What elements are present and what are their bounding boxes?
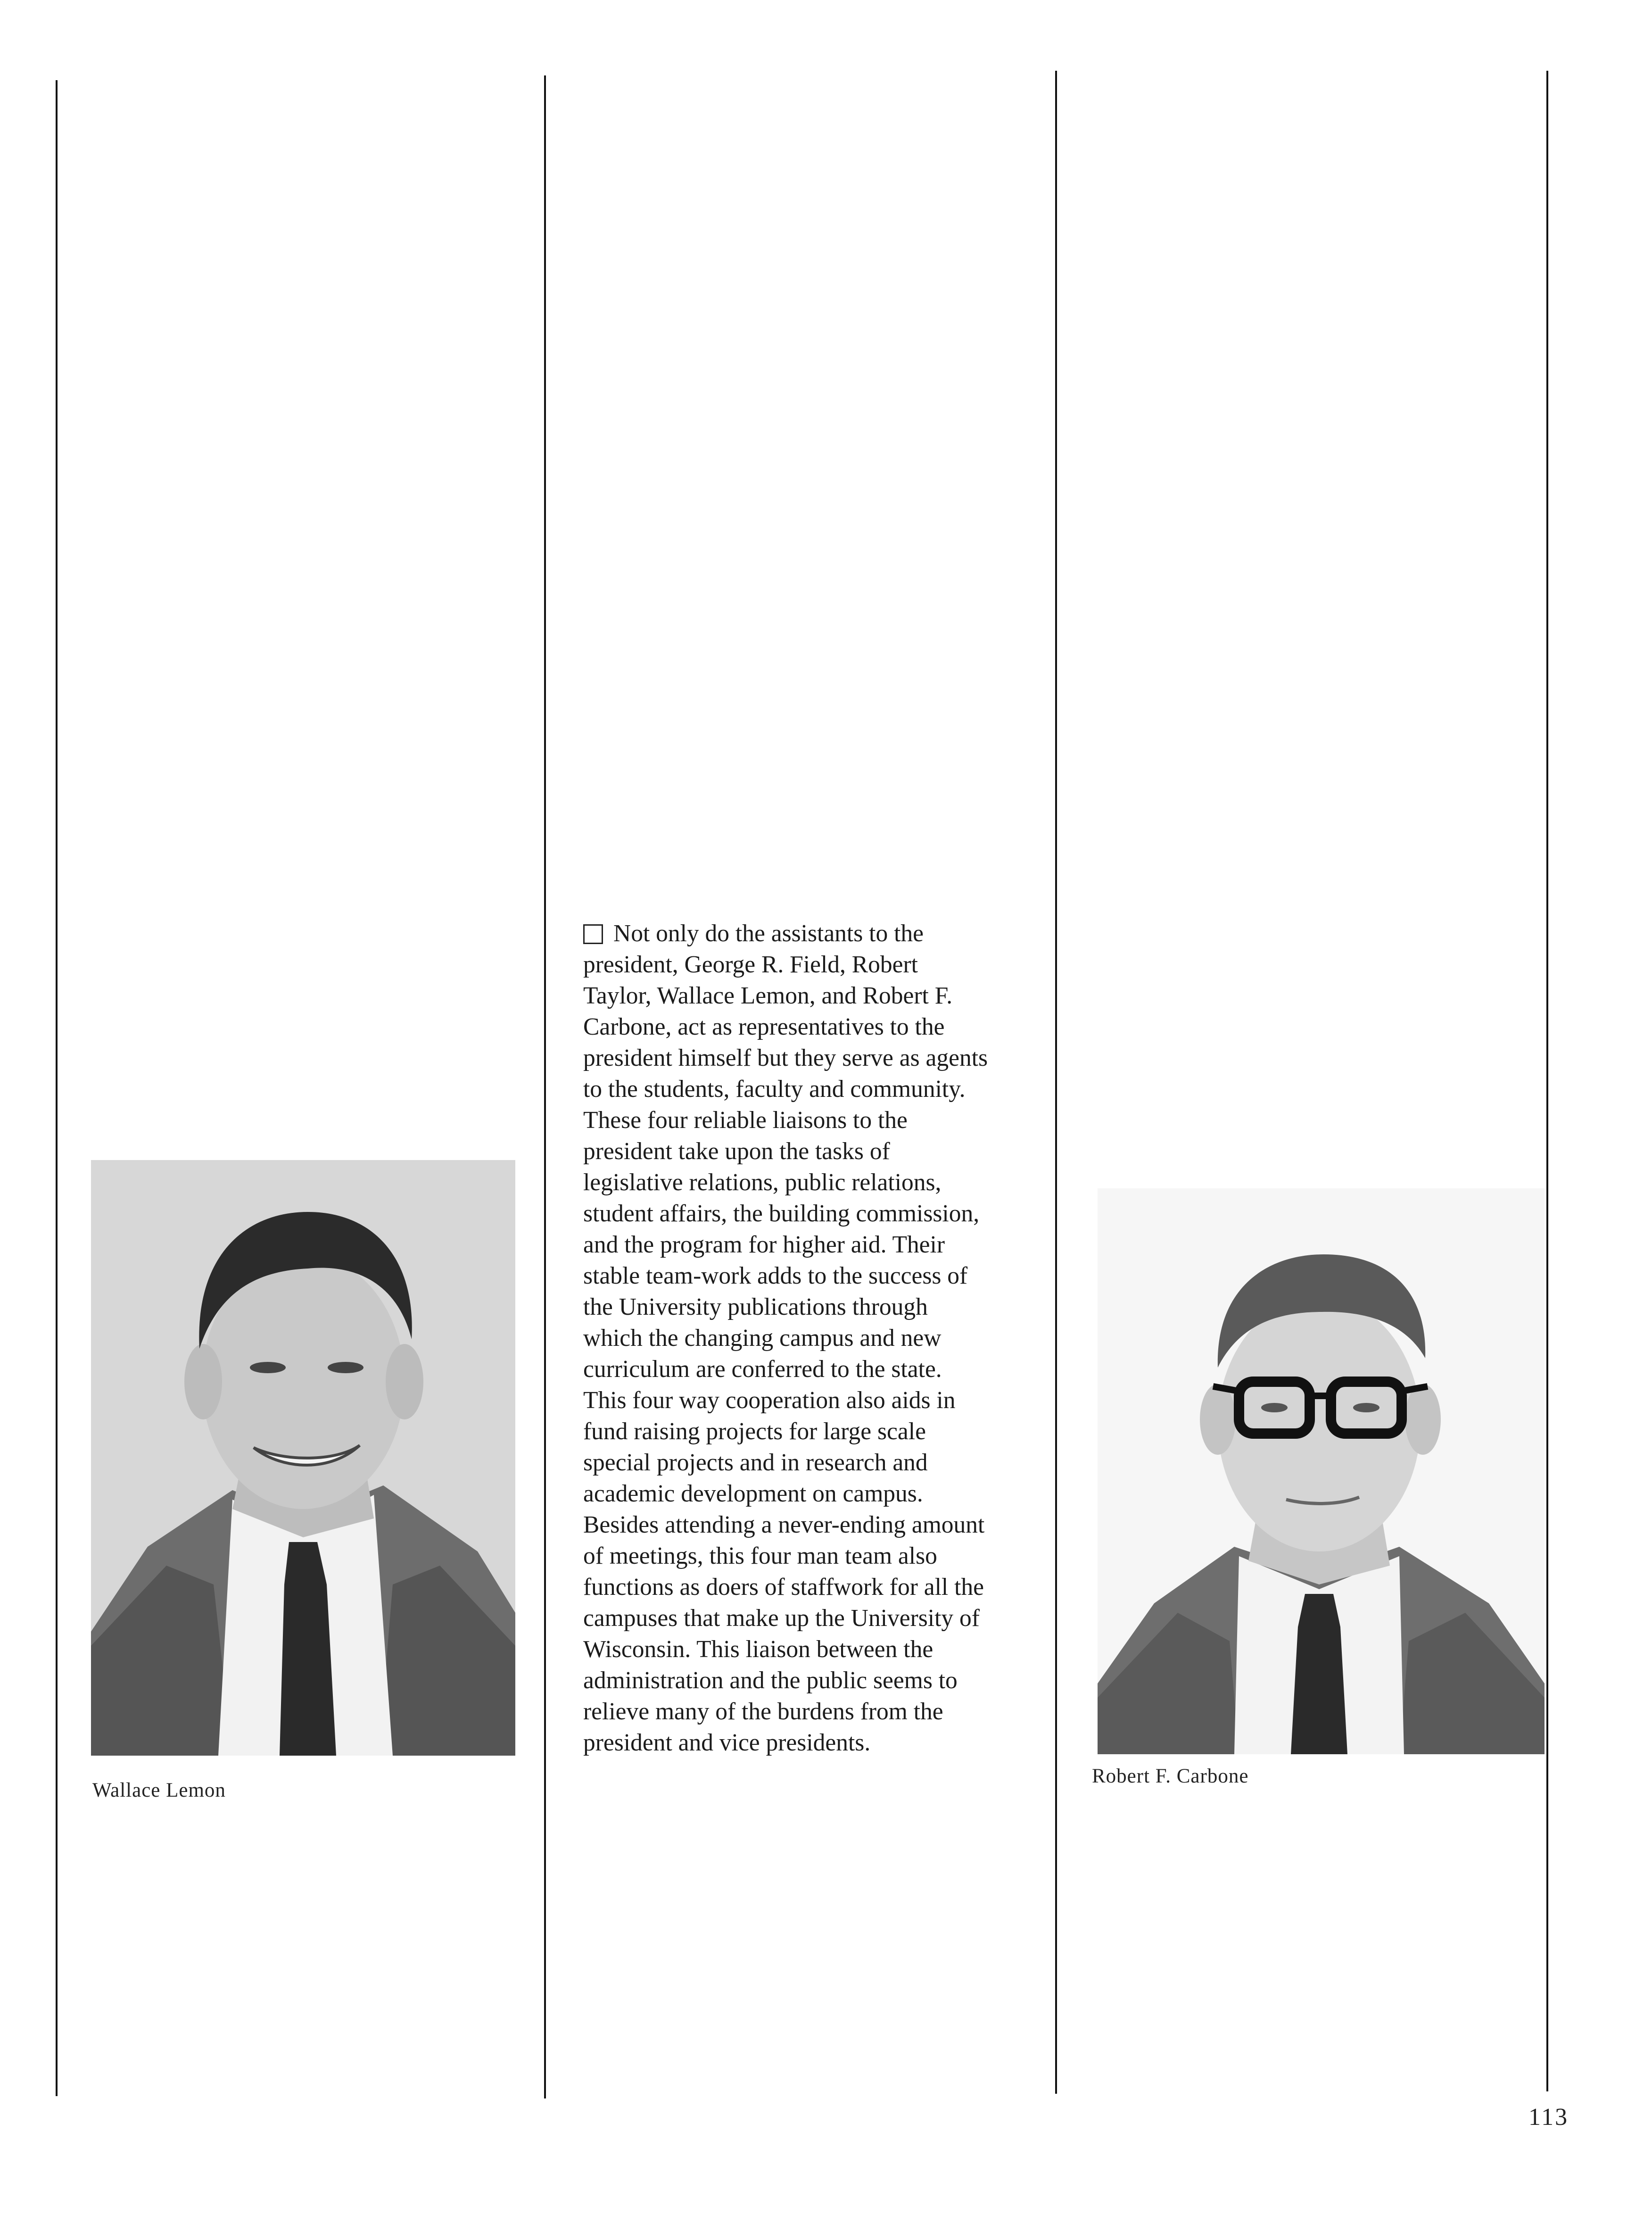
article-body [583, 918, 1059, 1758]
caption-robert-carbone: Robert F. Carbone [1092, 1765, 1249, 1787]
article-line: the University publications through [583, 1294, 928, 1320]
article-line: Besides attending a never-ending amount [583, 1511, 985, 1538]
article-line: student affairs, the building commission, [583, 1200, 980, 1227]
article-line: This four way cooperation also aids in [583, 1387, 956, 1414]
article-line: legislative relations, public relations, [583, 1169, 942, 1196]
column-rule-right [1546, 71, 1548, 2091]
article-line: which the changing campus and new [583, 1325, 942, 1352]
article-line: and the program for higher aid. Their [583, 1231, 945, 1258]
checkbox-icon [583, 924, 603, 944]
article-line: fund raising projects for large scale [583, 1418, 926, 1445]
article-line: stable team-work adds to the success of [583, 1262, 968, 1289]
article-line: Taylor, Wallace Lemon, and Robert F. [583, 982, 953, 1009]
article-line: president himself but they serve as agents [583, 1045, 988, 1071]
article-line [583, 918, 1059, 949]
article-line: curriculum are conferred to the state. [583, 1356, 942, 1383]
portrait-photo-wallace-lemon [91, 1160, 515, 1756]
article-line: These four reliable liaisons to the [583, 1107, 908, 1134]
article-line: to the students, faculty and community. [583, 1076, 966, 1103]
article-line: academic development on campus. [583, 1480, 923, 1507]
article-line: president take upon the tasks of [583, 1138, 890, 1165]
portrait-photo-robert-carbone [1098, 1188, 1545, 1754]
article-line: functions as doers of staffwork for all the [583, 1574, 984, 1600]
column-rule-center-left [544, 75, 546, 2098]
article-line-text: Not only do the assistants to the [613, 920, 924, 947]
article-line: campuses that make up the University of [583, 1605, 980, 1632]
article-line: special projects and in research and [583, 1449, 928, 1476]
caption-wallace-lemon: Wallace Lemon [92, 1779, 226, 1801]
article-line: Carbone, act as representatives to the [583, 1013, 945, 1040]
article-line: administration and the public seems to [583, 1667, 958, 1694]
column-rule-left [56, 80, 58, 2096]
article-line: Wisconsin. This liaison between the [583, 1636, 933, 1663]
article-line: of meetings, this four man team also [583, 1542, 937, 1569]
page-number: 113 [1528, 2104, 1569, 2131]
article-line: president, George R. Field, Robert [583, 951, 918, 978]
article-line: president and vice presidents. [583, 1729, 871, 1756]
article-line: relieve many of the burdens from the [583, 1698, 943, 1725]
